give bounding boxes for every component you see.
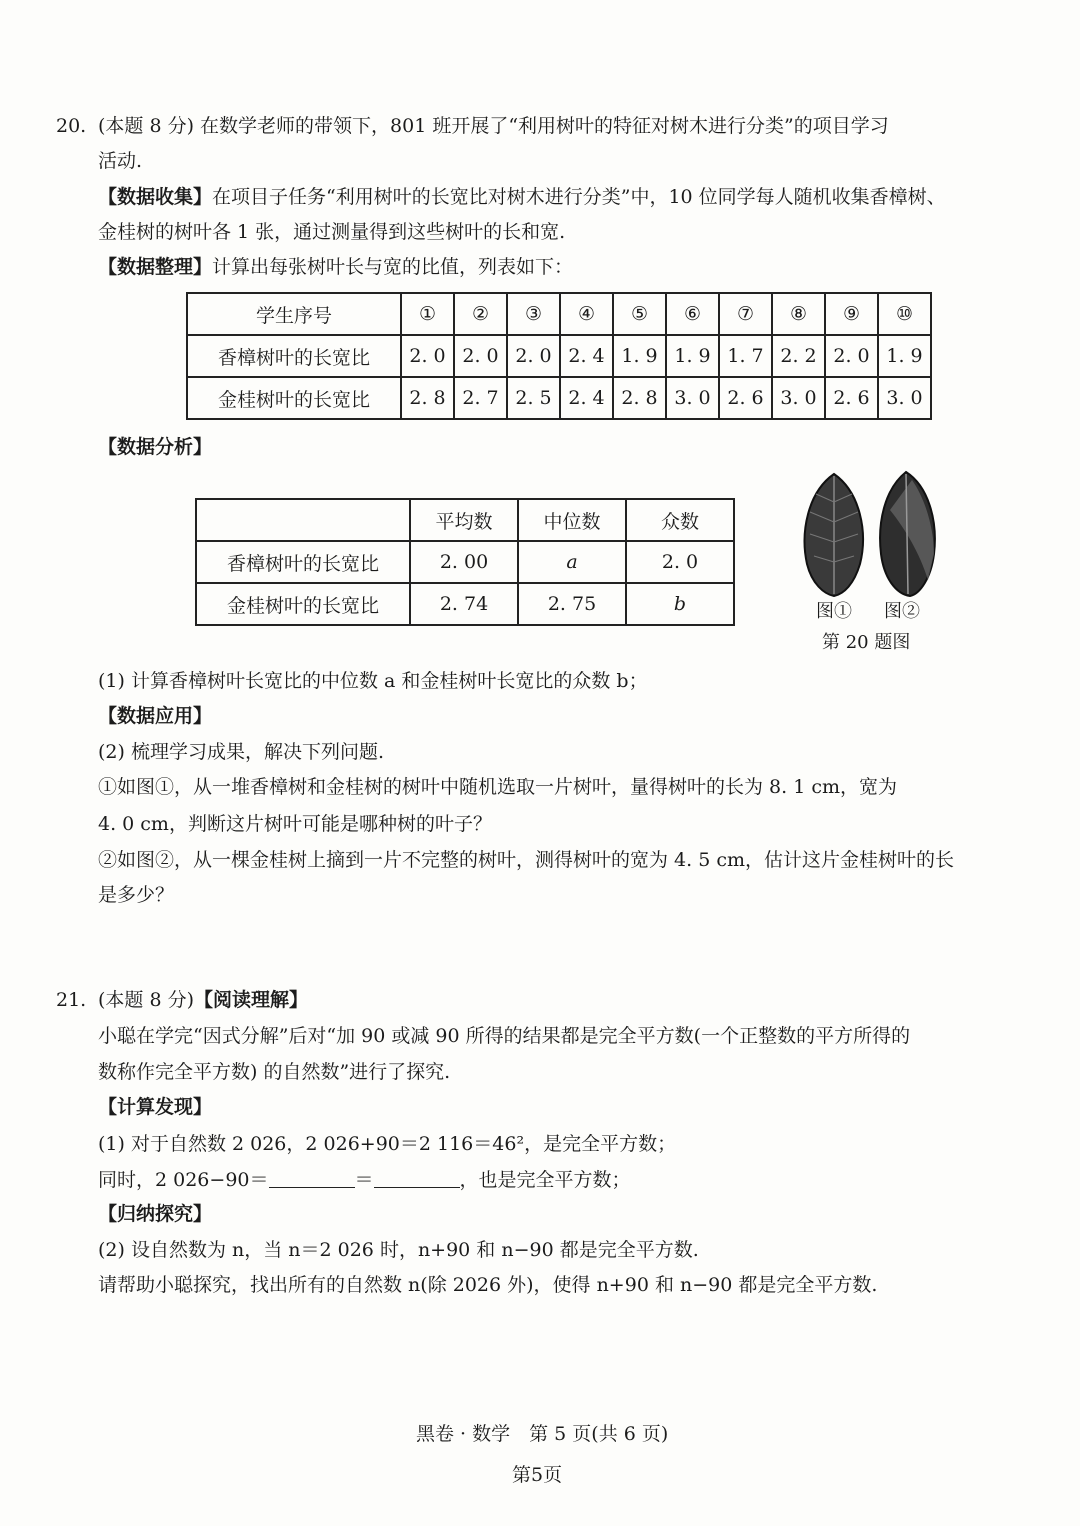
table-cell: 3. 0 [666, 377, 719, 419]
row-label-osmanthus: 金桂树叶的长宽比 [187, 377, 401, 419]
table-header-row [187, 293, 931, 335]
table-cell: 2. 6 [825, 377, 878, 419]
table-row [187, 335, 931, 377]
q21-calc-line1: (1) 对于自然数 2 026，2 026+90＝2 116＝46²，是完全平方数； [98, 1133, 677, 1155]
equals-sign: ＝ [354, 1169, 374, 1191]
q20-part2a-line2: 4. 0 cm，判断这片树叶可能是哪种树的叶子？ [98, 813, 492, 835]
q21-calc-line2-prefix: 同时，2 026−90＝ [98, 1169, 269, 1191]
q20-part2: (2) 梳理学习成果，解决下列问题. [98, 741, 384, 763]
table-cell: 2. 2 [772, 335, 825, 377]
table-row [196, 541, 734, 583]
table-col-9: ⑨ [825, 293, 878, 335]
osmanthus-leaf-figure [876, 470, 938, 598]
table-col-4: ④ [560, 293, 613, 335]
table-cell: 2. 6 [719, 377, 772, 419]
col-mode: 众数 [626, 499, 734, 541]
table-col-2: ② [454, 293, 507, 335]
q21-calc-line2 [98, 1167, 631, 1193]
q20-part2b-line2: 是多少？ [98, 884, 175, 906]
q20-part2a-line1: ①如图①，从一堆香樟树和金桂树的树叶中随机选取一片树叶，量得树叶的长为 8. 1 cm，宽为 [98, 776, 897, 798]
q20-organize-paragraph [98, 254, 573, 280]
col-median: 中位数 [518, 499, 626, 541]
footer-page-info: 黑卷 · 数学 第 5 页(共 6 页) [416, 1423, 669, 1445]
answer-blank-2[interactable] [374, 1167, 460, 1188]
q20-intro-line2: 活动. [98, 150, 143, 172]
table-corner-cell [196, 499, 410, 541]
q20-collect-line2: 金桂树的树叶各 1 张，通过测量得到这些树叶的长和宽. [98, 221, 566, 243]
table-cell: 1. 9 [878, 335, 931, 377]
table-cell: 2. 0 [507, 335, 560, 377]
q20-collect-text: 在项目子任务“利用树叶的长宽比对树木进行分类”中，10 位同学每人随机收集香樟树、 [212, 186, 946, 208]
table-cell: 2. 0 [626, 541, 734, 583]
section-tag-apply: 【数据应用】 [98, 705, 213, 727]
row-label-osmanthus: 金桂树叶的长宽比 [196, 583, 410, 625]
ratio-data-table [186, 292, 932, 420]
q21-intro-line2: 数称作完全平方数) 的自然数”进行了探究. [98, 1061, 451, 1083]
table-cell: 2. 0 [401, 335, 454, 377]
table-col-1: ① [401, 293, 454, 335]
table-cell: a [518, 541, 626, 583]
table-header-row [196, 499, 734, 541]
table-cell: b [626, 583, 734, 625]
table-cell: 3. 0 [772, 377, 825, 419]
table-col-6: ⑥ [666, 293, 719, 335]
question-20-number: 20. [56, 115, 87, 137]
table-row [196, 583, 734, 625]
q21-part2-line2: 请帮助小聪探究，找出所有的自然数 n(除 2026 外)，使得 n+90 和 n−90 都是完全平方数. [98, 1274, 878, 1296]
row-label-camphor: 香樟树叶的长宽比 [187, 335, 401, 377]
q21-calc-line2-suffix: ，也是完全平方数； [459, 1169, 631, 1191]
q20-part1: (1) 计算香樟树叶长宽比的中位数 a 和金桂树叶长宽比的众数 b； [98, 670, 648, 692]
table-cell: 2. 0 [454, 335, 507, 377]
section-tag-calc: 【计算发现】 [98, 1096, 213, 1118]
table-cell: 3. 0 [878, 377, 931, 419]
table-col-5: ⑤ [613, 293, 666, 335]
answer-blank-1[interactable] [269, 1167, 355, 1188]
table-cell: 2. 8 [401, 377, 454, 419]
table-row [187, 377, 931, 419]
table-cell: 2. 75 [518, 583, 626, 625]
table-cell: 2. 00 [410, 541, 518, 583]
q21-score: (本题 8 分) [98, 989, 194, 1011]
table-col-10: ⑩ [878, 293, 931, 335]
table-cell: 2. 0 [825, 335, 878, 377]
table-header-cell: 学生序号 [187, 293, 401, 335]
table-col-7: ⑦ [719, 293, 772, 335]
section-tag-reading: 【阅读理解】 [194, 989, 309, 1011]
table-cell: 2. 74 [410, 583, 518, 625]
q20-part2b-line1: ②如图②，从一棵金桂树上摘到一片不完整的树叶，测得树叶的宽为 4. 5 cm，估计这片金桂树叶的长 [98, 849, 954, 871]
figure-label-2: 图② [884, 601, 920, 622]
table-cell: 2. 5 [507, 377, 560, 419]
table-col-8: ⑧ [772, 293, 825, 335]
q21-intro-line1: 小聪在学完“因式分解”后对“加 90 或减 90 所得的结果都是完全平方数(一个正整数的平方所得的 [98, 1025, 911, 1047]
table-cell: 2. 4 [560, 377, 613, 419]
col-mean: 平均数 [410, 499, 518, 541]
q21-header [98, 987, 308, 1013]
q20-collect-paragraph [98, 184, 946, 210]
statistics-table [195, 498, 735, 626]
figure-label-1: 图① [816, 601, 852, 622]
table-cell: 2. 8 [613, 377, 666, 419]
row-label-camphor: 香樟树叶的长宽比 [196, 541, 410, 583]
question-21-number: 21. [56, 989, 87, 1011]
table-cell: 1. 9 [666, 335, 719, 377]
q20-organize-text: 计算出每张树叶长与宽的比值，列表如下： [212, 256, 574, 278]
section-tag-organize: 【数据整理】 [98, 256, 213, 278]
table-col-3: ③ [507, 293, 560, 335]
table-cell: 2. 7 [454, 377, 507, 419]
q21-part2-line1: (2) 设自然数为 n，当 n＝2 026 时，n+90 和 n−90 都是完全平方数. [98, 1239, 699, 1261]
section-tag-analysis: 【数据分析】 [98, 436, 213, 458]
q20-intro-line1: (本题 8 分) 在数学老师的带领下，801 班开展了“利用树叶的特征对树木进行分类”的项目学习 [98, 115, 889, 137]
table-cell: 2. 4 [560, 335, 613, 377]
figure-caption: 第 20 题图 [822, 632, 911, 653]
table-cell: 1. 9 [613, 335, 666, 377]
section-tag-induce: 【归纳探究】 [98, 1203, 213, 1225]
footer-page-number: 第5页 [512, 1464, 563, 1486]
camphor-leaf-figure [800, 472, 868, 598]
section-tag-collect: 【数据收集】 [98, 186, 213, 208]
table-cell: 1. 7 [719, 335, 772, 377]
